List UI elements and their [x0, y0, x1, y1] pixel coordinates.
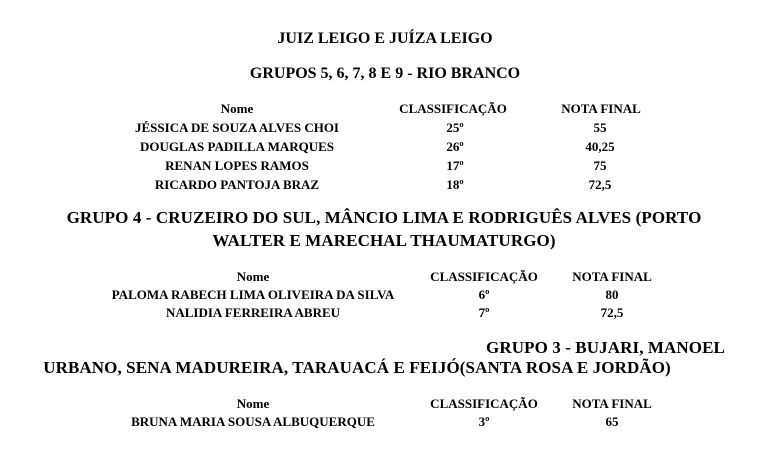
- section-heading: GRUPO 4 - CRUZEIRO DO SUL, MÂNCIO LIMA E RODRIGUÊS ALVES (PORTO: [66, 208, 702, 227]
- column-header-name: Nome: [236, 269, 270, 284]
- section-heading: GRUPOS 5, 6, 7, 8 E 9 - RIO BRANCO: [249, 65, 521, 82]
- row-name: DOUGLAS PADILLA MARQUES: [139, 139, 335, 154]
- row-name: BRUNA MARIA SOUSA ALBUQUERQUE: [131, 414, 375, 429]
- column-header-grade: NOTA FINAL: [572, 269, 652, 284]
- row-classification: 17º: [446, 158, 464, 173]
- row-grade: 55: [593, 120, 607, 135]
- row-classification: 26º: [446, 139, 464, 154]
- row-name: RENAN LOPES RAMOS: [165, 158, 309, 173]
- column-header-name: Nome: [220, 101, 254, 116]
- row-grade: 65: [605, 414, 619, 429]
- row-grade: 72,5: [588, 177, 612, 192]
- column-header-classification: CLASSIFICAÇÃO: [430, 396, 538, 411]
- row-grade: 75: [593, 158, 607, 173]
- row-classification: 7º: [478, 305, 490, 320]
- row-name: JÉSSICA DE SOUZA ALVES CHOI: [135, 120, 339, 135]
- column-header-classification: CLASSIFICAÇÃO: [399, 101, 507, 116]
- section-heading: WALTER E MARECHAL THAUMATURGO): [212, 231, 556, 250]
- row-classification: 3º: [478, 414, 490, 429]
- row-classification: 25º: [446, 120, 464, 135]
- row-name: PALOMA RABECH LIMA OLIVEIRA DA SILVA: [111, 287, 395, 302]
- document-title: JUIZ LEIGO E JUÍZA LEIGO: [277, 30, 493, 47]
- row-grade: 80: [605, 287, 619, 302]
- column-header-grade: NOTA FINAL: [561, 101, 641, 116]
- row-name: NALIDIA FERREIRA ABREU: [165, 305, 341, 320]
- column-header-name: Nome: [236, 396, 270, 411]
- row-classification: 6º: [478, 287, 490, 302]
- row-classification: 18º: [446, 177, 464, 192]
- row-grade: 72,5: [600, 305, 624, 320]
- column-header-grade: NOTA FINAL: [572, 396, 652, 411]
- section-heading: URBANO, SENA MADUREIRA, TARAUACÁ E FEIJÓ(SANTA ROSA E JORDÃO): [43, 358, 671, 377]
- section-heading: GRUPO 3 - BUJARI, MANOEL: [486, 338, 725, 357]
- row-name: RICARDO PANTOJA BRAZ: [154, 177, 320, 192]
- row-grade: 40,25: [585, 139, 615, 154]
- column-header-classification: CLASSIFICAÇÃO: [430, 269, 538, 284]
